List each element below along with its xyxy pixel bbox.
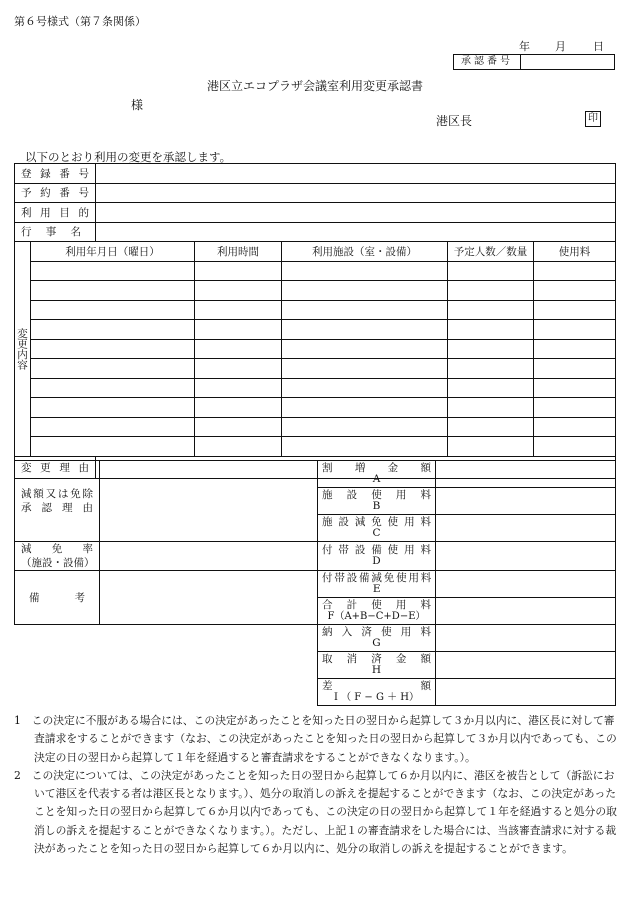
fee-table <box>14 460 616 706</box>
fee-label-g: 納入済使用料 G <box>318 625 436 652</box>
field-row <box>15 183 616 203</box>
fee-label-e: 付帯設備減免使用料 E <box>318 571 436 598</box>
field-label-registration: 登録番号 <box>15 164 96 184</box>
change-reason-label: 変更理由 <box>15 456 96 478</box>
field-label-reservation: 予約番号 <box>15 183 96 203</box>
fee-label-a: 割増金額 A <box>318 461 436 488</box>
intro-text: 以下のとおり利用の変更を承認します。 <box>25 150 232 164</box>
col-header-facility: 利用施設（室・設備） <box>282 242 448 262</box>
change-row[interactable] <box>15 398 616 418</box>
field-value-registration[interactable] <box>96 164 616 184</box>
col-header-quantity: 予定人数／数量 <box>448 242 534 262</box>
change-row[interactable] <box>15 261 616 281</box>
approval-number-box <box>453 54 615 70</box>
date-month: 月 <box>555 40 566 53</box>
fee-value-g[interactable] <box>436 625 616 652</box>
reduction-rate-label: 減免率 （施設・設備） <box>15 542 100 571</box>
field-value-event[interactable] <box>96 222 616 242</box>
fee-value-i[interactable] <box>436 679 616 706</box>
col-header-date: 利用年月日（曜日） <box>31 242 195 262</box>
field-row <box>15 203 616 223</box>
change-row[interactable] <box>15 437 616 457</box>
note-1: 1 この決定に不服がある場合には、この決定があったことを知った日の翌日から起算して３か月以内に、港区長に対して審査請求をすることができます（なお、この決定があったことを知った日の翌日から起算して３か月以内であっても、この決定の日の翌日から起算して１年を経過すると審査請求をすることができなくなります。）。 <box>14 714 617 764</box>
field-value-reservation[interactable] <box>96 183 616 203</box>
field-label-event: 行事名 <box>15 222 96 242</box>
field-label-purpose: 利用目的 <box>15 203 96 223</box>
remarks-label: 備考 <box>15 571 100 625</box>
reduction-reason-label: 減額又は免除 承認理由 <box>15 461 100 542</box>
change-section-label: 変更内容 <box>15 242 31 457</box>
col-header-fee: 使用料 <box>534 242 616 262</box>
fee-value-e[interactable] <box>436 571 616 598</box>
change-row[interactable] <box>15 359 616 379</box>
fee-value-f[interactable] <box>436 598 616 625</box>
approval-number-label: 承認番号 <box>454 55 521 69</box>
addressee-suffix: 様 <box>131 98 144 112</box>
fee-label-i: 差額 I （ F − G ＋ H） <box>318 679 436 706</box>
fee-value-b[interactable] <box>436 488 616 515</box>
field-row <box>15 222 616 242</box>
note-2: 2 この決定については、この決定があったことを知った日の翌日から起算して６か月以内に、港区を被告として（訴訟において港区を代表する者は港区長となります。）、処分の取消しの訴えを提起することができます（なお、この決定があったことを知った日の翌日から起算して６か月以内であっても、この決定の日の翌日から起算して１年を経過すると処分の取消しの訴えを提起することができなくなります。）。ただし、上記１の審査請求をした場合には、当該審査請求に対する裁決があったことを知った日の翌日から起算して６か月以内に、処分の取消しの訴えを提起することができます。 <box>14 768 617 856</box>
fee-label-h: 取消済金額 H <box>318 652 436 679</box>
reduction-reason-value[interactable] <box>100 461 318 542</box>
change-row[interactable] <box>15 417 616 437</box>
change-row[interactable] <box>15 339 616 359</box>
main-form-table <box>14 163 616 479</box>
date-day: 日 <box>593 40 604 53</box>
change-row[interactable] <box>15 378 616 398</box>
fee-value-c[interactable] <box>436 515 616 542</box>
fee-value-a[interactable] <box>436 461 616 488</box>
change-row[interactable] <box>15 320 616 340</box>
remarks-value[interactable] <box>100 571 318 625</box>
fee-label-f: 合計使用料 F（A+B−C+D−E） <box>318 598 436 625</box>
document-title: 港区立エコプラザ会議室利用変更承認書 <box>206 79 423 93</box>
field-row <box>15 164 616 184</box>
fee-label-c: 施設減免使用料 C <box>318 515 436 542</box>
reduction-rate-value[interactable] <box>100 542 318 571</box>
fee-label-d: 付帯設備使用料 D <box>318 542 436 571</box>
seal-box: 印 <box>585 111 601 127</box>
date-year: 年 <box>519 40 530 53</box>
change-row[interactable] <box>15 300 616 320</box>
change-row[interactable] <box>15 281 616 301</box>
notes <box>14 712 617 858</box>
fee-value-d[interactable] <box>436 542 616 571</box>
change-header-row <box>15 242 616 262</box>
fee-value-h[interactable] <box>436 652 616 679</box>
fee-label-b: 施設使用料 B <box>318 488 436 515</box>
field-value-purpose[interactable] <box>96 203 616 223</box>
issuer-name: 港区長 <box>436 114 473 128</box>
col-header-time: 利用時間 <box>195 242 282 262</box>
form-number: 第６号様式（第７条関係） <box>14 15 146 28</box>
